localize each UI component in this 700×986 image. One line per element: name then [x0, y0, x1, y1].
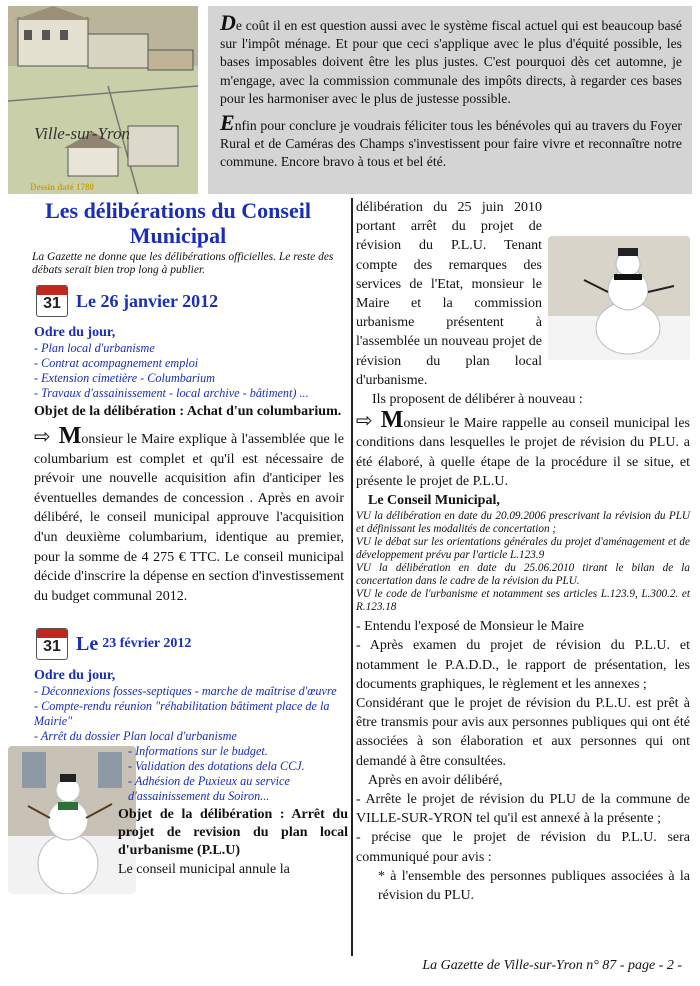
right-paragraph-2: ⇨ Monsieur le Maire rappelle au conseil municipal les conditions dans lesquelles le projet de révision du PLU. a été élaboré, à quelle étape de la procédure il se situe, et présente le projet de P.L.U.: [356, 407, 690, 489]
list-item: - Déconnexions fosses-septiques - marche de maîtrise d'œuvre: [34, 684, 337, 699]
list-item: - Contrat acompagnement emploi: [34, 356, 199, 370]
apres-text: - Après examen du projet de révision du P.L.U. et notamment le P.A.D.D., le rapport de présentation, les documents graphiques, le règlement et les annexes ;: [356, 638, 690, 692]
right-column: [356, 198, 690, 905]
list-item: - Plan local d'urbanisme: [34, 341, 155, 355]
page-footer: La Gazette de Ville-sur-Yron n° 87 - page - 2 -: [422, 958, 682, 973]
deliberation-object-2: Objet de la délibération : Arrêt du projet de revision du plan local d'urbanisme (P.L.U): [118, 807, 348, 859]
drop-cap: E: [220, 110, 235, 136]
council-heading: Le Conseil Municipal,: [368, 493, 500, 509]
right-paragraph-1a: délibération du 25 juin 2010 portant arrêt du projet de révision du P.L.U. Tenant compte des remarques des services de l'Etat, monsieur le Maire et la commission urbanisme présentent à l'assemblée un nouveau projet de révision du plan local d'urbanisme.: [356, 200, 542, 388]
list-item: - Informations sur le budget.: [128, 744, 268, 759]
right-paragraph-1b: Ils proposent de délibérer à nouveau :: [372, 392, 583, 408]
considerant-text: Considérant que le projet de révision du P.L.U. est prêt à être transmis pour avis aux personnes publiques qui ont été associées à son élaboration et aux personnes qui ont demandé à être consultées.: [356, 696, 690, 769]
image-caption: Dessin daté 1780: [30, 182, 95, 192]
apres2-text: Après en avoir délibéré,: [368, 772, 503, 788]
list-item: - Adhésion de Puxieux au service d'assainissement du Soiron...: [128, 774, 290, 804]
agenda-heading: Odre du jour,: [34, 325, 116, 340]
town-label: Ville-sur-Yron: [34, 124, 130, 143]
vu-item: VU le code de l'urbanisme et notamment ses articles L.123.9, L.300.2. et R.123.18: [356, 588, 690, 614]
section-title: Les délibérations du Conseil Municipal: [45, 198, 311, 248]
left-column: [8, 198, 348, 894]
list-item: - Compte-rendu réunion "réhabilitation bâtiment place de la Mairie": [34, 699, 330, 729]
agenda-heading: Odre du jour,: [34, 668, 116, 684]
editorial-paragraph-1: De coût il en est question aussi avec le système fiscal actuel qui est beaucoup basé sur l'impôt ménage. Et pour que ceci s'applique avec le plus d'équité possible, les bases imposables doivent être les plus justes. C'est pourquoi dès cet automne, je m'engage, avec la commission communale des impôts directs, à regarder ces bases pour les harmoniser avec le plus de justesse possible.: [220, 10, 682, 106]
column-divider: [351, 198, 353, 956]
deliberation-text-1: ⇨ Monsieur le Maire explique à l'assemblée que le columbarium est complet et qu'il est nécessaire de prévoir une nouvelle acquisition afin d'anticiper les éventuelles demandes de concession . Après en avoir délibéré, le conseil municipal approuve l'acquisition d'un deuxième columbarium, identique au premier, pour la somme de 4 275 € TTC. Le conseil municipal décide d'inscrire la dépense en section d'investissement du budget communal 2012.: [34, 423, 344, 604]
drop-cap: D: [220, 10, 236, 35]
arrete-text: - Arrête le projet de révision du PLU de la commune de VILLE-SUR-YRON tel qu'il est annexé à la présente ;: [356, 792, 690, 827]
map-sketch: [8, 6, 198, 194]
entendu-text: - Entendu l'exposé de Monsieur le Maire: [356, 619, 585, 635]
list-item: - Validation des dotations dela CCJ.: [128, 759, 305, 774]
session-date-2: 31 Le 23 février 2012: [36, 628, 348, 660]
vu-item: VU le débat sur les orientations générales du projet d'aménagement et de développement prévu par l'article L.123.9: [356, 536, 690, 562]
editorial-box: [208, 6, 692, 194]
editorial-paragraph-2: Enfin pour conclure je voudrais féliciter tous les bénévoles qui au travers du Foyer Rural et de Caméras des Champs s'investissent pour faire vivre et reconnaître notre commune. Encore bravo à tous et bel été.: [220, 110, 682, 170]
session-date-1: 31 Le 26 janvier 2012: [36, 285, 348, 317]
village-drawing-image: [8, 6, 198, 194]
agenda-list-2b: [128, 744, 324, 804]
deliberation-object-1: Objet de la délibération : Achat d'un columbarium.: [34, 404, 342, 419]
agenda-list-1: [34, 341, 348, 401]
precise-text: - précise que le projet de révision du P.L.U. sera communiqué pour avis :: [356, 830, 690, 865]
calendar-icon: 31: [36, 285, 68, 317]
snowman-photo: [8, 746, 136, 894]
deliberation-text-2: Le conseil municipal annule la: [118, 862, 290, 878]
list-item: - Travaux d'assainissement - local archive - bâtiment) ...: [34, 386, 309, 400]
intro-note: La Gazette ne donne que les délibérations officielles. Le reste des débats serait bien trop long à publier.: [32, 251, 334, 276]
arrow-right-icon: ⇨: [34, 424, 51, 448]
list-item: - Arrêt du dossier Plan local d'urbanisme: [34, 729, 237, 744]
vu-item: VU la délibération en date du 20.09.2006 prescrivant la révision du PLU et définissant les modalités de concertation ;: [356, 510, 690, 536]
vu-item: VU la délibération en date du 25.06.2010 tirant le bilan de la concertation dans le cadre de la révision du PLU.: [356, 562, 690, 588]
arrow-right-icon: ⇨: [356, 408, 373, 433]
star-text: * à l'ensemble des personnes publiques associées à la révision du PLU.: [378, 868, 690, 904]
agenda-list-2: [34, 684, 348, 744]
list-item: - Extension cimetière - Columbarium: [34, 371, 215, 385]
calendar-icon: 31: [36, 628, 68, 660]
